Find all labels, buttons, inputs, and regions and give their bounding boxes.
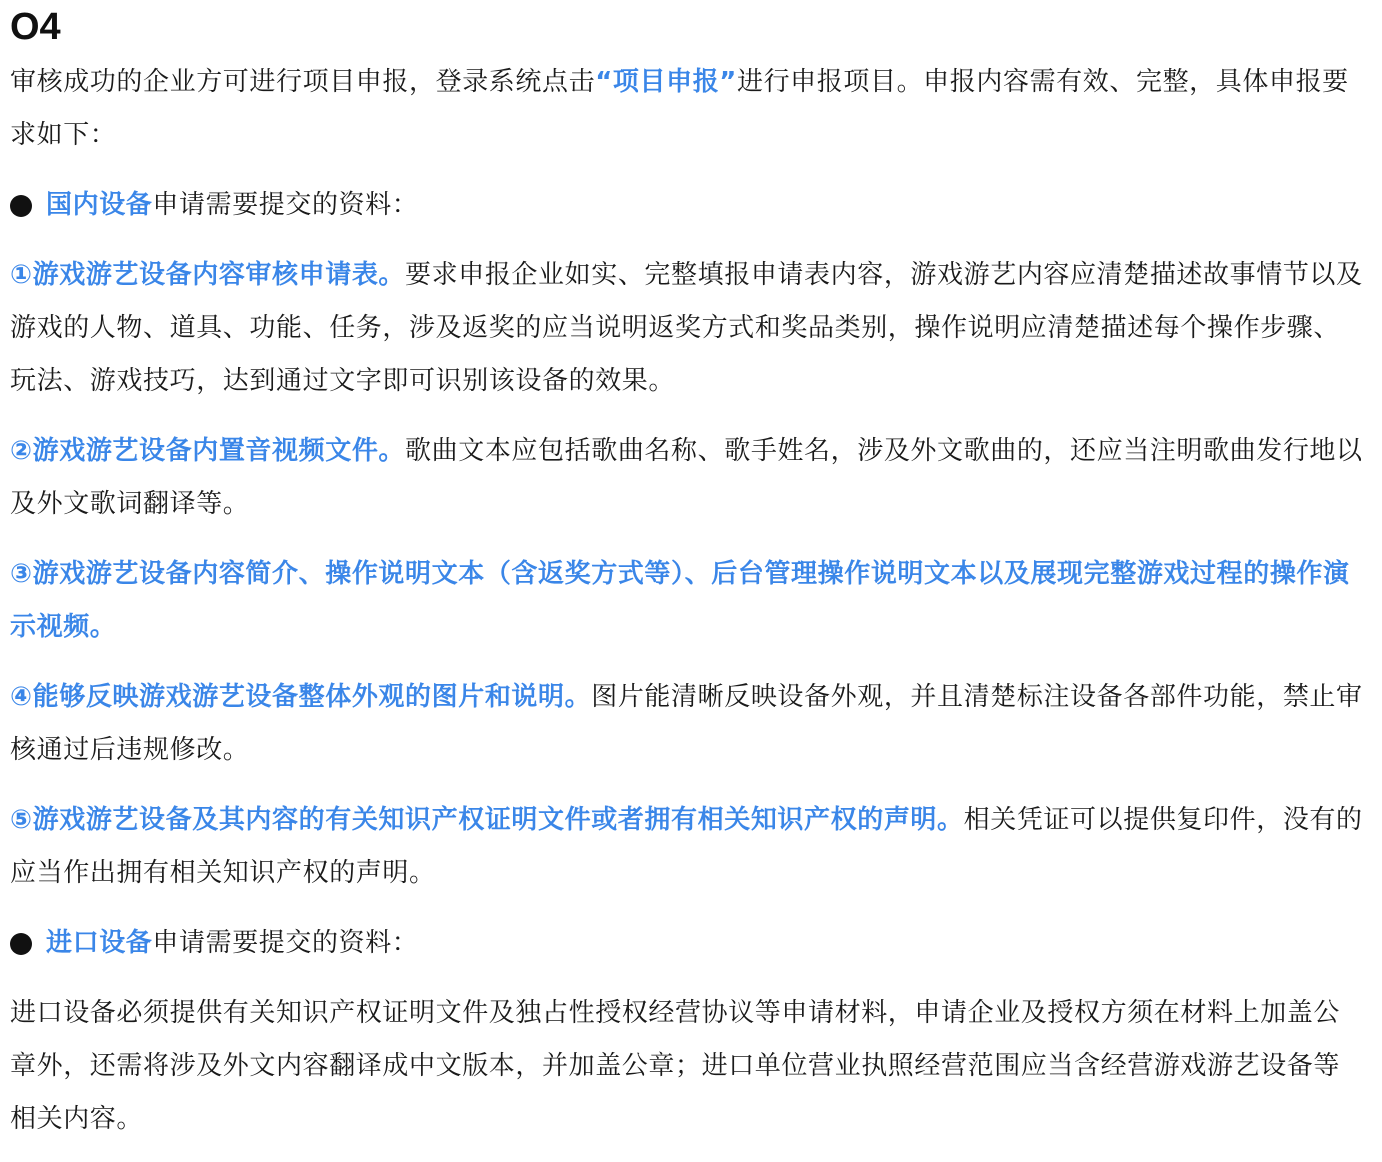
item-body: 图片能清晰反映设备外观，并且清楚标注设备各部件功能，禁止审核通过后违规修改。 (10, 682, 1363, 765)
imported-label: 进口设备 (46, 928, 153, 958)
imported-suffix: 申请需要提交的资料： (152, 928, 419, 958)
bullet-icon (10, 933, 32, 955)
item-title: ⑤游戏游艺设备及其内容的有关知识产权证明文件或者拥有相关知识产权的声明。 (10, 805, 964, 835)
imported-paragraph: 进口设备必须提供有关知识产权证明文件及独占性授权经营协议等申请材料，申请企业及授权方须在材料上加盖公章外，还需将涉及外文内容翻译成中文版本，并加盖公章；进口单位营业执照经营范围应当含经营游戏游艺设备等相关内容。 (10, 998, 1341, 1134)
item-title: ③游戏游艺设备内容简介、操作说明文本（含返奖方式等）、后台管理操作说明文本以及展现完整游戏过程的操作演示视频。 (10, 559, 1350, 642)
item-body: 歌曲文本应包括歌曲名称、歌手姓名，涉及外文歌曲的，还应当注明歌曲发行地以及外文歌词翻译等。 (10, 436, 1363, 519)
item-title: ①游戏游艺设备内容审核申请表。 (10, 260, 406, 290)
domestic-item-1 (10, 249, 1364, 408)
project-apply-highlight: “项目申报” (595, 67, 737, 97)
domestic-label: 国内设备 (46, 190, 153, 220)
imported-bullet (10, 917, 1364, 970)
item-title: ④能够反映游戏游艺设备整体外观的图片和说明。 (10, 682, 592, 712)
domestic-suffix: 申请需要提交的资料： (152, 190, 419, 220)
intro-text-2: 进行申报项目。申报内容需有效、完整，具体申报要求如下： (10, 67, 1349, 150)
section-heading: O4 (10, 6, 61, 48)
intro-paragraph (10, 56, 1364, 162)
item-body: 相关凭证可以提供复印件，没有的应当作出拥有相关知识产权的声明。 (10, 805, 1363, 888)
domestic-bullet (10, 179, 1364, 232)
domestic-item-3 (10, 548, 1364, 654)
intro-text-1: 审核成功的企业方可进行项目申报，登录系统点击 (10, 67, 596, 97)
item-body: 要求申报企业如实、完整填报申请表内容，游戏游艺内容应清楚描述故事情节以及游戏的人物、道具、功能、任务，涉及返奖的应当说明返奖方式和奖品类别，操作说明应清楚描述每个操作步骤、玩法、游戏技巧，达到通过文字即可识别该设备的效果。 (10, 260, 1363, 396)
document-page (0, 4, 1382, 1162)
domestic-item-5 (10, 794, 1364, 900)
domestic-item-4 (10, 671, 1364, 777)
bullet-icon (10, 195, 32, 217)
item-title: ②游戏游艺设备内置音视频文件。 (10, 436, 406, 466)
domestic-item-2 (10, 425, 1364, 531)
